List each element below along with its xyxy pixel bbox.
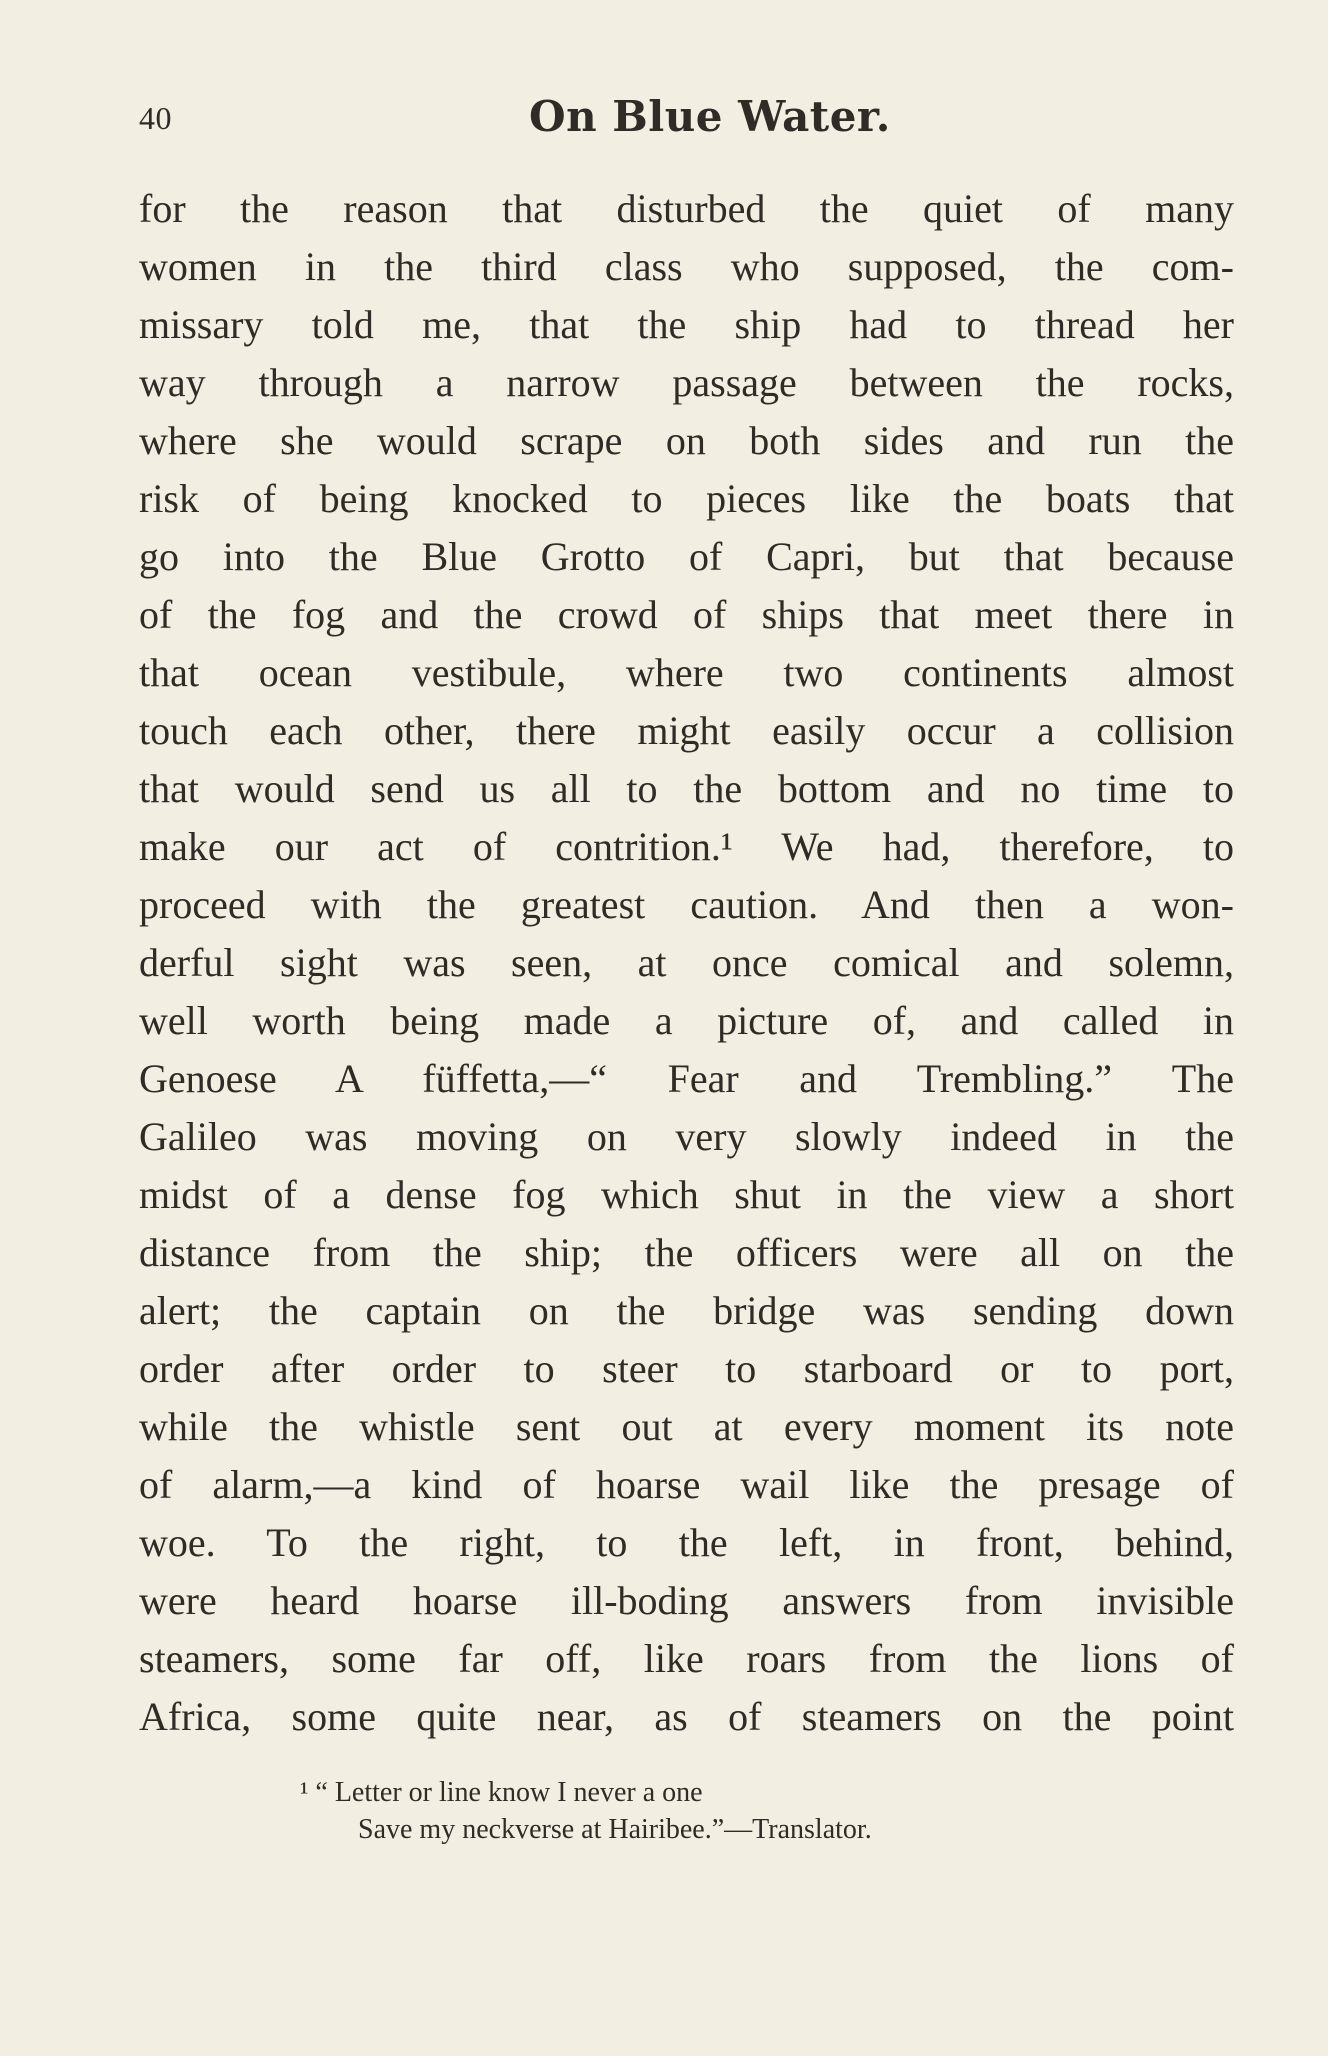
body-line: that ocean vestibule, where two continents almost [139, 650, 1234, 695]
body-line: make our act of contrition.¹ We had, therefore, to [139, 824, 1234, 869]
body-line: steamers, some far off, like roars from the lions of [139, 1636, 1234, 1681]
page-number: 40 [139, 100, 172, 136]
body-line: Galileo was moving on very slowly indeed in the [139, 1114, 1234, 1159]
running-head-title: On Blue Water. [529, 92, 891, 141]
footnote-line: Save my neckverse at Hairibee.”—Translator. [358, 1814, 872, 1845]
body-line: distance from the ship; the officers were all on the [139, 1230, 1234, 1275]
page-header [139, 92, 1189, 152]
body-line: alert; the captain on the bridge was sending down [139, 1288, 1234, 1333]
body-line: woe. To the right, to the left, in front, behind, [139, 1520, 1234, 1565]
body-line: of alarm,—a kind of hoarse wail like the presage of [139, 1462, 1234, 1507]
body-line: order after order to steer to starboard or to port, [139, 1346, 1234, 1391]
body-line: of the fog and the crowd of ships that meet there in [139, 592, 1234, 637]
footnote-line: ¹ “ Letter or line know I never a one [300, 1777, 703, 1808]
body-line: were heard hoarse ill-boding answers from invisible [139, 1578, 1234, 1623]
body-line: Genoese A füffetta,—“ Fear and Trembling.” The [139, 1056, 1234, 1101]
body-line: risk of being knocked to pieces like the boats that [139, 476, 1234, 521]
body-text [139, 180, 1234, 1746]
body-line: for the reason that disturbed the quiet of many [139, 186, 1234, 231]
body-line: proceed with the greatest caution. And then a won- [139, 882, 1234, 927]
body-line: go into the Blue Grotto of Capri, but that because [139, 534, 1234, 579]
body-line: derful sight was seen, at once comical and solemn, [139, 940, 1234, 985]
body-line: touch each other, there might easily occur a collision [139, 708, 1234, 753]
body-line: while the whistle sent out at every moment its note [139, 1404, 1234, 1449]
body-line: women in the third class who supposed, the com- [139, 244, 1234, 289]
body-line: midst of a dense fog which shut in the view a short [139, 1172, 1234, 1217]
body-line-last: Africa, some quite near, as of steamers on the point [139, 1694, 1234, 1739]
body-line: well worth being made a picture of, and called in [139, 998, 1234, 1043]
body-line: missary told me, that the ship had to thread her [139, 302, 1234, 347]
footnote-block [300, 1774, 1120, 1848]
body-line: that would send us all to the bottom and no time to [139, 766, 1234, 811]
body-line: where she would scrape on both sides and run the [139, 418, 1234, 463]
body-line: way through a narrow passage between the rocks, [139, 360, 1234, 405]
